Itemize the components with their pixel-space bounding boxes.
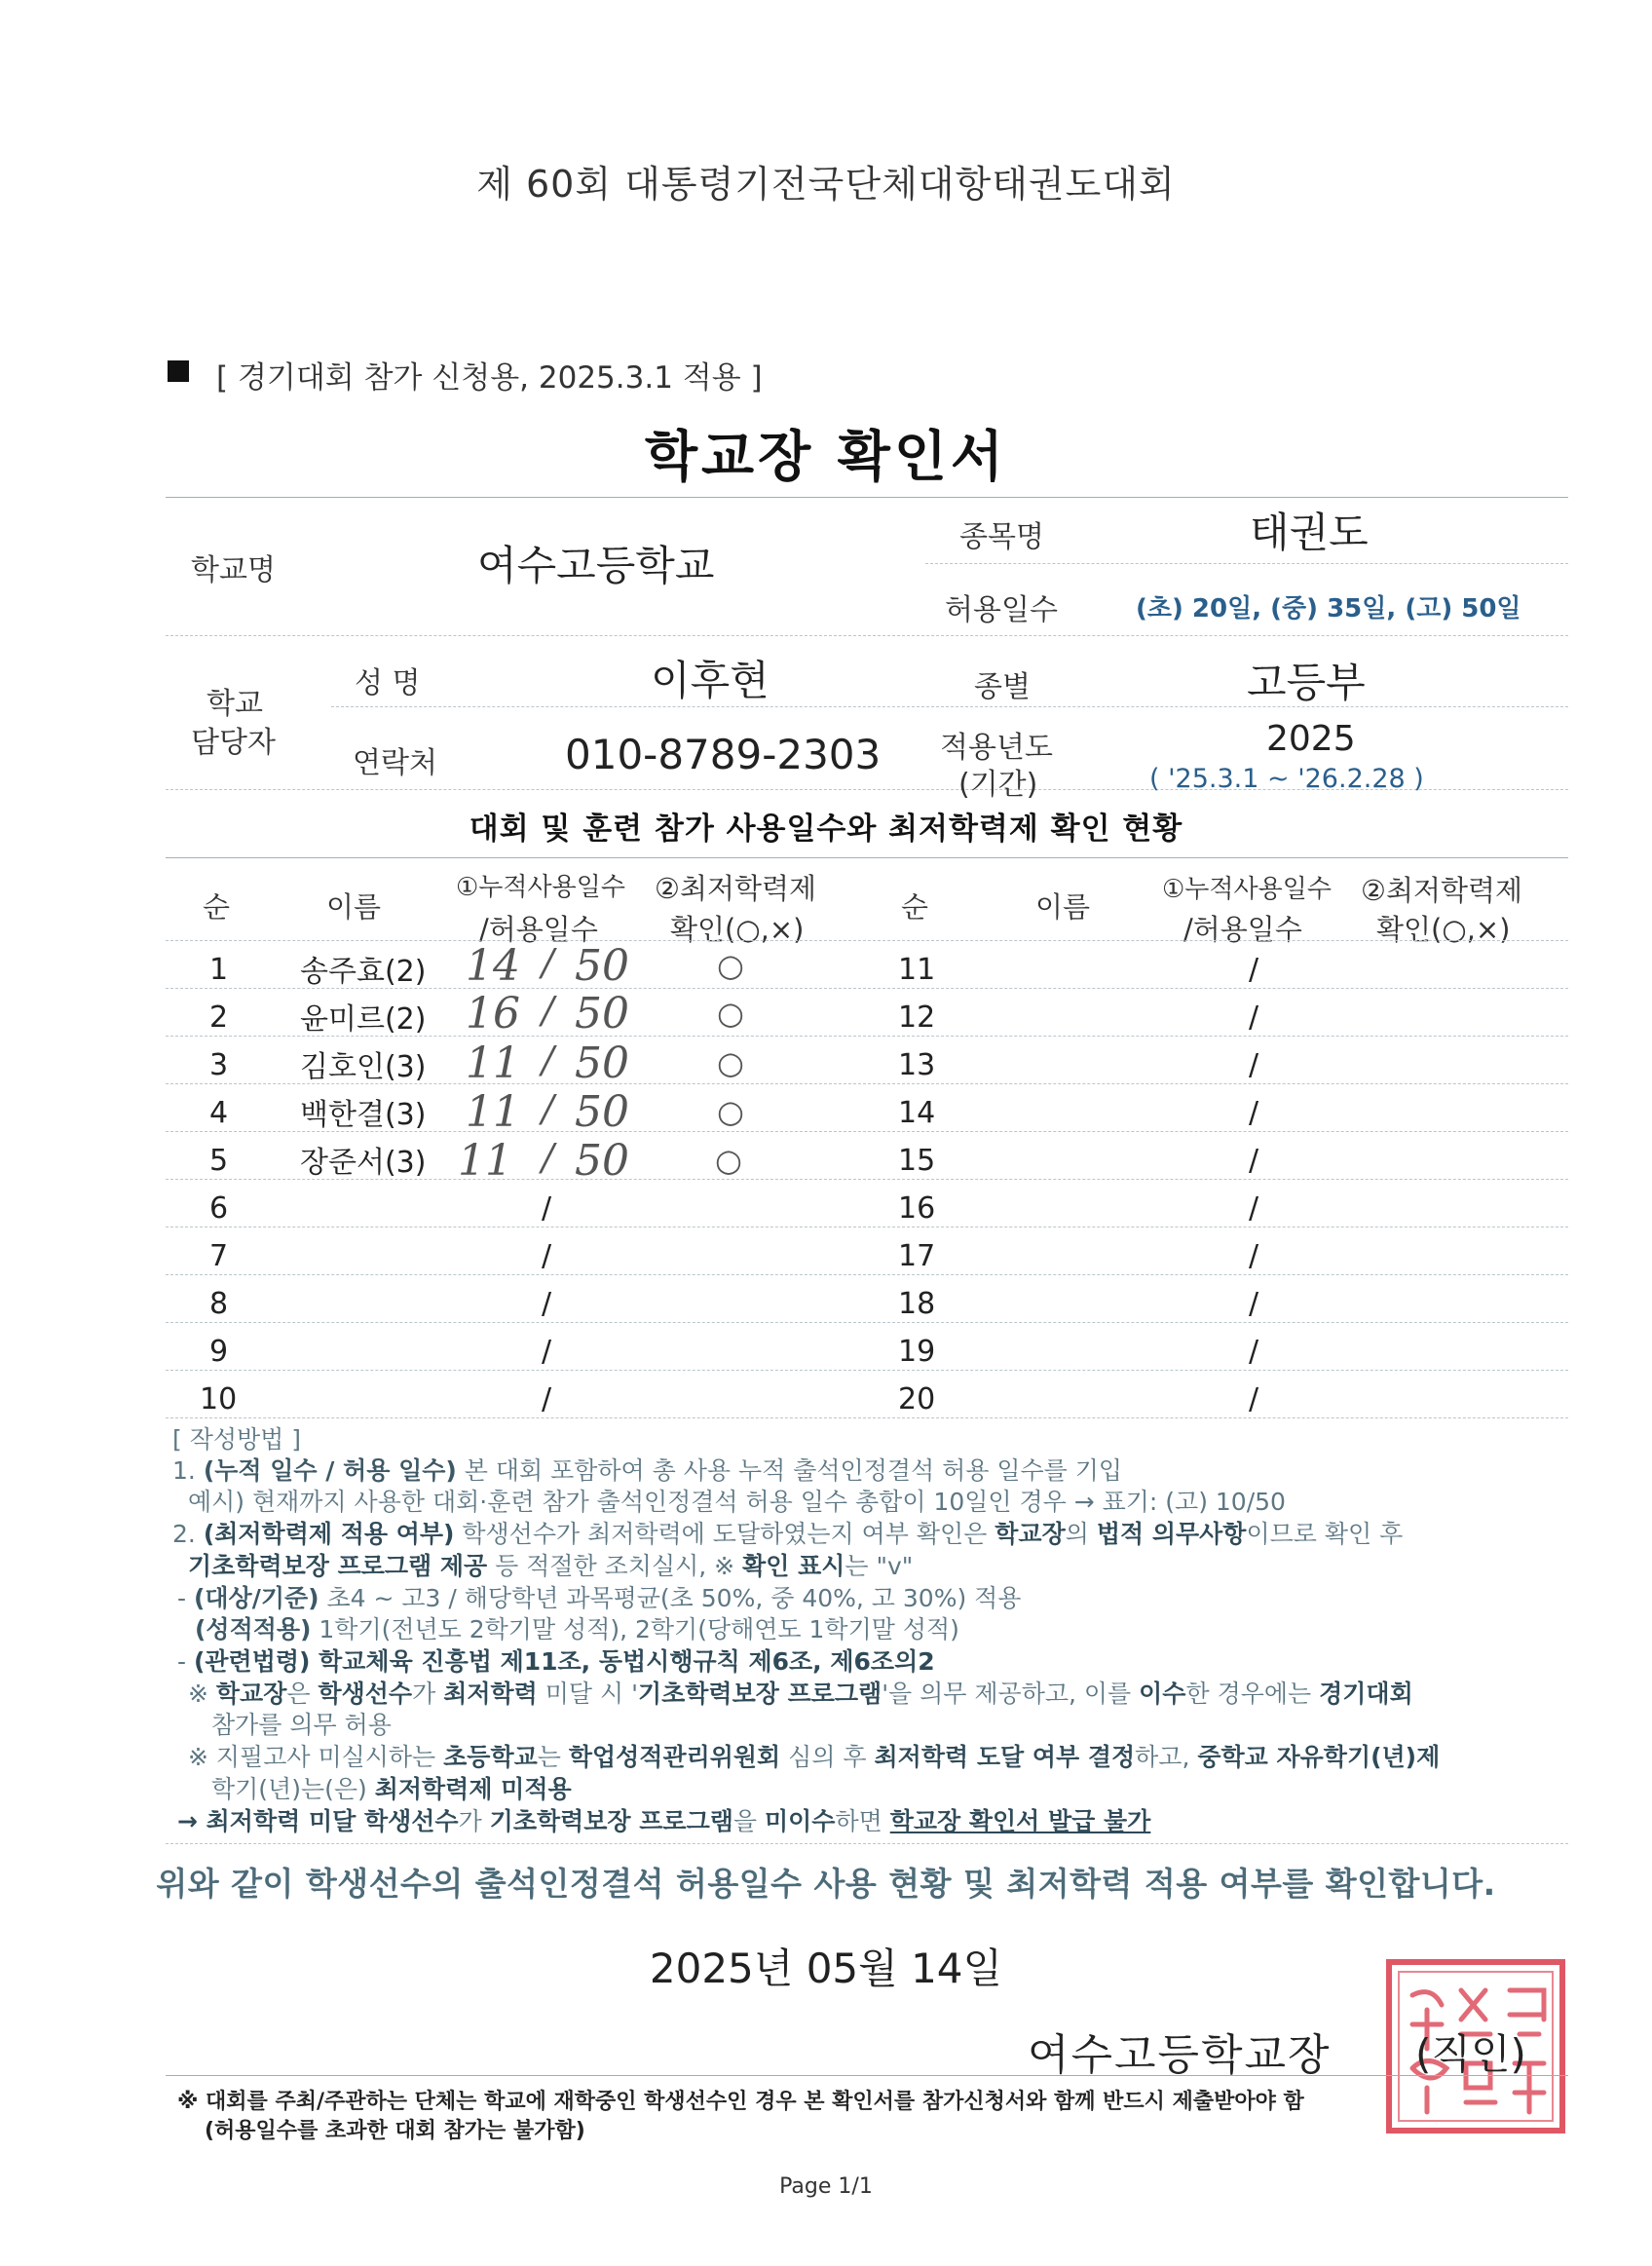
row-check: ○ [717,1093,744,1130]
instruction-line-4: 기초학력보장 프로그램 제공 등 적절한 조치실시, ※ 확인 표시는 "v" [188,1552,914,1580]
row-sep: / [542,1087,554,1130]
divider [331,706,1568,707]
instruction-line-12: → 최저학력 미달 학생선수가 기초학력보장 프로그램을 미이수하면 학교장 확인서 발급 불가 [177,1807,1151,1835]
row-check: ○ [715,1142,742,1179]
category-value: 고등부 [1247,659,1366,706]
row-allowed: 50 [575,1136,629,1186]
row-used: 11 [466,1087,520,1137]
col-used-right-1: ①누적사용일수 [1162,875,1333,904]
row-allowed: 50 [575,1087,629,1137]
row-sep: / [542,1335,552,1369]
sport-label: 종목명 [959,520,1044,554]
col-name-right: 이름 [1035,890,1091,924]
col-no-left: 순 [203,890,231,924]
col-used-left-2: /허용일수 [479,913,598,946]
allowed-days-value: (초) 20일, (중) 35일, (고) 50일 [1136,594,1521,623]
row-no: 7 [209,1239,229,1273]
school-value: 여수고등학교 [477,542,715,589]
row-sep: / [542,1382,552,1416]
bullet-square-icon [168,360,189,382]
row-name: 백한결(3) [300,1098,427,1132]
divider [166,1843,1568,1844]
row-no: 13 [898,1048,936,1082]
row-used: 14 [466,941,520,991]
instruction-line-9: 참가를 의무 허용 [211,1711,392,1739]
divider [166,497,1568,498]
footer-note-line2: (허용일수를 초과한 대회 참가는 불가함) [205,2119,585,2143]
row-sep: / [542,1191,552,1226]
col-min-left-2: 확인(○,×) [670,913,805,946]
row-sep: / [1249,1048,1259,1082]
row-sep: / [1249,1239,1259,1273]
row-allowed: 50 [575,1039,629,1088]
instruction-line-2: 예시) 현재까지 사용한 대회·훈련 참가 출석인정결석 허용 일수 총합이 10일인 경우 → 표기: (고) 10/50 [188,1488,1286,1516]
row-no: 11 [898,953,936,987]
divider [166,857,1568,858]
row-sep: / [1249,953,1259,987]
instruction-line-1: 1. (누적 일수 / 허용 일수) 본 대회 포함하여 총 사용 누적 출석인정결석 허용 일수를 기입 [172,1456,1123,1485]
instructions-heading: [ 작성방법 ] [172,1425,302,1454]
instruction-line-8: ※ 학교장은 학생선수가 최저학력 미달 시 '기초학력보장 프로그램'을 의무 제공하고, 이를 이수한 경우에는 경기대회 [188,1680,1413,1708]
row-no: 10 [200,1382,238,1416]
row-no: 3 [209,1048,229,1082]
row-used: 11 [458,1136,512,1186]
row-no: 5 [209,1144,229,1178]
row-used: 11 [466,1039,520,1088]
divider [925,563,1568,564]
contact-label: 연락처 [353,746,437,780]
row-divider [166,940,1568,941]
year-value: 2025 [1266,719,1356,759]
year-period: ( '25.3.1 ~ '26.2.28 ) [1149,764,1424,794]
col-used-right-2: /허용일수 [1183,913,1302,946]
table-title: 대회 및 훈련 참가 사용일수와 최저학력제 확인 현황 [469,812,1183,847]
instruction-line-5: - (대상/기준) 초4 ~ 고3 / 해당학년 과목평균(초 50%, 중 40%, 고 30%) 적용 [177,1584,1022,1612]
row-no: 19 [898,1335,936,1369]
row-allowed: 50 [575,941,629,991]
row-sep: / [1249,1287,1259,1321]
col-name-left: 이름 [326,890,382,924]
year-label-line2: (기간) [958,768,1038,802]
row-name: 김호인(3) [300,1050,427,1084]
sport-value: 태권도 [1250,509,1369,556]
row-used: 16 [466,989,520,1039]
row-sep: / [1249,1382,1259,1416]
row-name: 송주효(2) [300,955,427,989]
name-label: 성 명 [355,666,421,700]
divider [166,2075,1568,2076]
row-sep: / [542,1239,552,1273]
footer-note-line1: ※ 대회를 주최/주관하는 단체는 학교에 재학중인 학생선수인 경우 본 확인서를 참가신청서와 함께 반드시 제출받아야 함 [177,2090,1304,2114]
row-check: ○ [717,995,744,1032]
instruction-line-3: 2. (최저학력제 적용 여부) 학생선수가 최저학력에 도달하였는지 여부 확인은 학교장의 법적 의무사항이므로 확인 후 [172,1520,1404,1548]
event-title: 제 60회 대통령기전국단체대항태권도대회 [476,163,1176,206]
confirmation-statement: 위와 같이 학생선수의 출석인정결석 허용일수 사용 현황 및 최저학력 적용 여부를 확인합니다. [156,1865,1496,1903]
row-sep: / [542,941,554,984]
instruction-line-10: ※ 지필고사 미실시하는 초등학교는 학업성적관리위원회 심의 후 최저학력 도달 여부 결정하고, 중학교 자유학기(년)제 [188,1743,1441,1771]
row-sep: / [542,1287,552,1321]
row-sep: / [1249,1335,1259,1369]
name-value: 이후현 [651,657,770,704]
year-label-line1: 적용년도 [940,731,1053,765]
row-check: ○ [717,947,744,984]
document-title: 학교장 확인서 [644,426,1008,489]
row-sep: / [1249,1001,1259,1035]
row-allowed: 50 [575,989,629,1039]
category-label: 종별 [974,670,1031,704]
row-no: 2 [209,1001,229,1035]
row-sep: / [1249,1096,1259,1130]
col-min-left-1: ②최저학력제 [655,872,817,905]
manager-label-line2: 담당자 [191,726,276,760]
col-min-right-1: ②최저학력제 [1361,874,1523,907]
divider [166,635,1568,636]
manager-label-line1: 학교 [206,687,263,721]
row-name: 장준서(3) [300,1146,427,1180]
row-no: 6 [209,1191,229,1226]
page-number: Page 1/1 [779,2174,873,2199]
contact-value: 010-8789-2303 [565,731,882,778]
row-sep: / [1249,1144,1259,1178]
row-divider [166,1322,1568,1323]
row-no: 14 [898,1096,936,1130]
row-no: 8 [209,1287,229,1321]
row-divider [166,1417,1568,1418]
instruction-line-6: (성적적용) 1학기(전년도 2학기말 성적), 2학기(당해연도 1학기말 성적) [195,1615,959,1643]
row-no: 18 [898,1287,936,1321]
row-no: 12 [898,1001,936,1035]
row-no: 9 [209,1335,229,1369]
instruction-line-11: 학기(년)는(은) 최저학력제 미적용 [211,1775,572,1803]
row-name: 윤미르(2) [300,1002,427,1037]
issue-date: 2025년 05월 14일 [649,1945,1003,1992]
school-label: 학교명 [191,553,276,587]
notice-line: [ 경기대회 참가 신청용, 2025.3.1 적용 ] [216,360,763,396]
seal-label: (직인) [1415,2030,1526,2078]
row-no: 20 [898,1382,936,1416]
row-no: 4 [209,1096,229,1130]
row-sep: / [542,989,554,1032]
row-no: 17 [898,1239,936,1273]
row-no: 15 [898,1144,936,1178]
row-divider [166,1370,1568,1371]
col-used-left-1: ①누적사용일수 [456,873,626,902]
col-no-right: 순 [901,890,929,924]
row-sep: / [1249,1191,1259,1226]
row-check: ○ [717,1044,744,1081]
col-min-right-2: 확인(○,×) [1376,913,1511,946]
allowed-days-label: 허용일수 [945,593,1058,627]
row-sep: / [542,1136,554,1179]
row-no: 16 [898,1191,936,1226]
instruction-line-7: - (관련법령) 학교체육 진흥법 제11조, 동법시행규칙 제6조, 제6조의2 [177,1647,935,1676]
row-no: 1 [209,953,229,987]
row-sep: / [542,1039,554,1081]
principal-signature: 여수고등학교장 [1028,2030,1332,2080]
row-divider [166,1274,1568,1275]
